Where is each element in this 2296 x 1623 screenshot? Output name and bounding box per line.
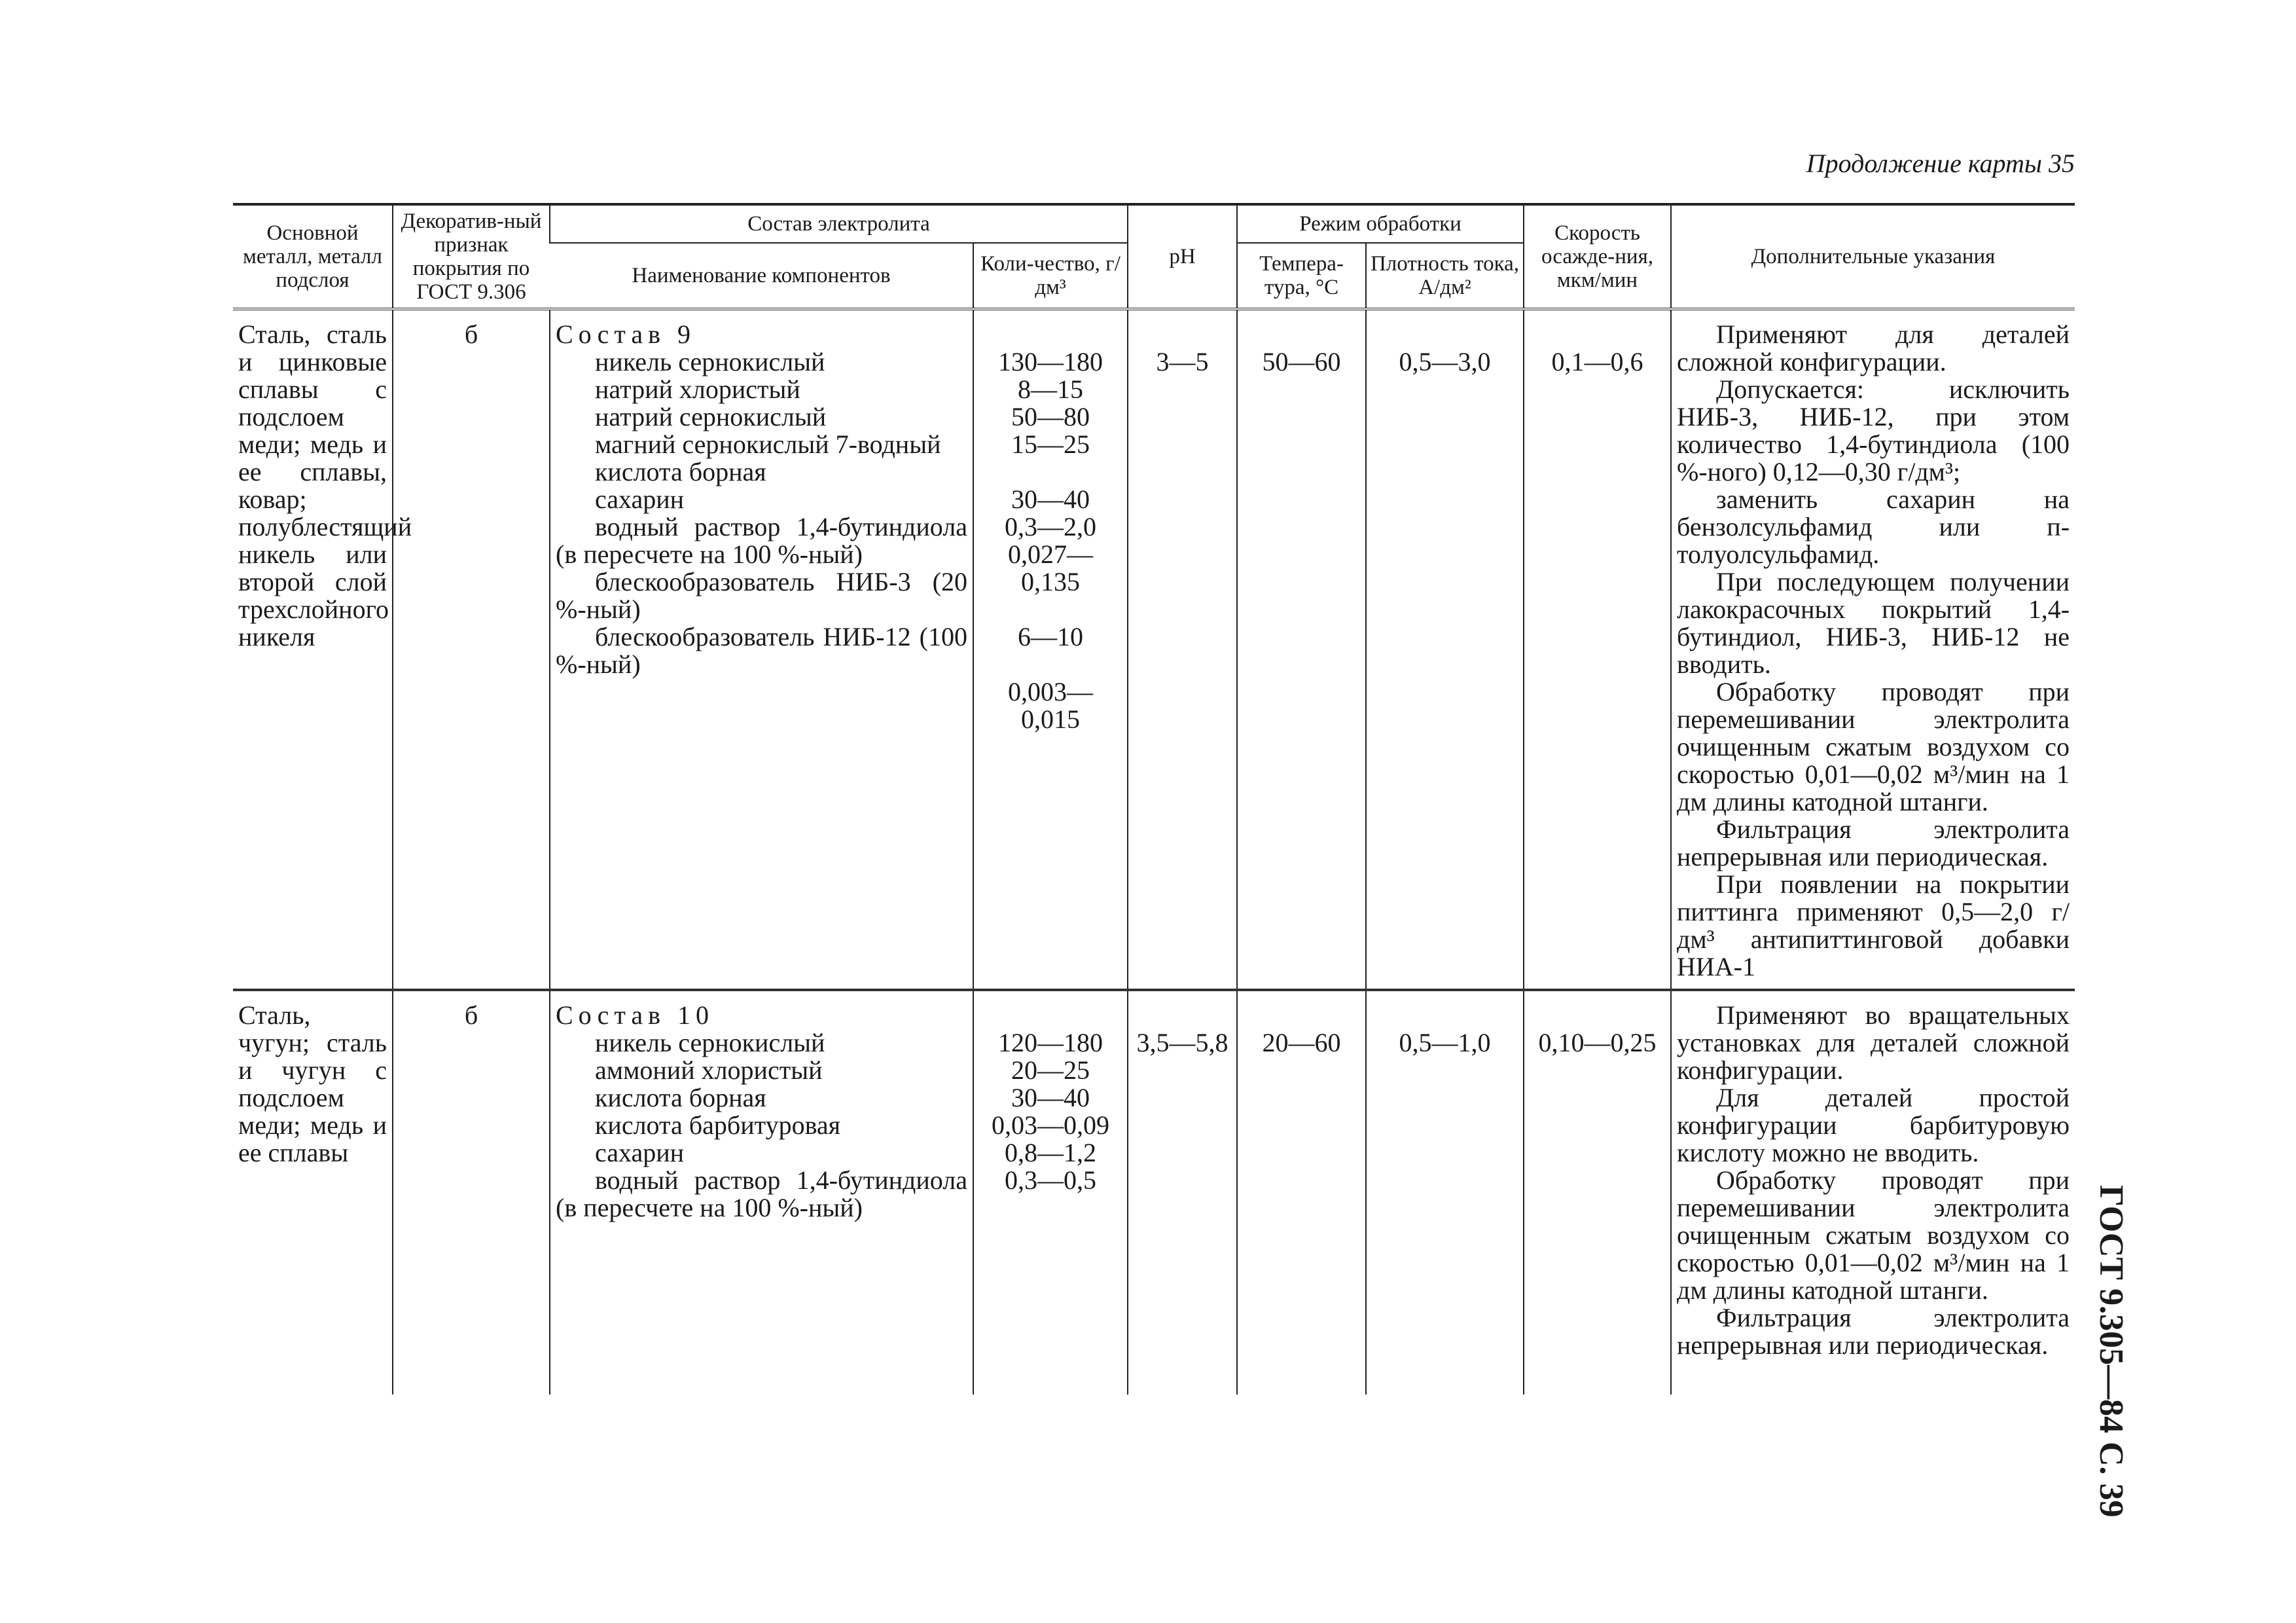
- component-qty: 0,3—0,5: [1005, 1165, 1096, 1195]
- decorative-cell: б: [393, 309, 550, 990]
- header-temperature: Темпера-тура, °С: [1237, 243, 1366, 309]
- header-notes: Дополнительные указания: [1671, 204, 2075, 309]
- composition-title: Состав 10: [556, 1000, 715, 1030]
- component-name: кислота борная: [595, 457, 766, 486]
- component-qty: 15—25: [1011, 429, 1090, 459]
- ph-cell: [1128, 990, 1237, 1395]
- header-base-metal: Основной металл, металл подслоя: [233, 204, 393, 309]
- component-qty: 130—180: [998, 347, 1103, 376]
- base-metal-cell: Сталь, сталь и цинковые сплавы с подслоем меди; медь и ее сплавы, ковар; полублестящий никель или второй слой трехслойного никеля: [233, 309, 393, 990]
- decorative-cell: б: [393, 990, 550, 1395]
- note-paragraph: Применяют во вращательных установках для деталей сложной конфигурации.: [1677, 1000, 2070, 1085]
- ph-value: 3,5—5,8: [1136, 1028, 1229, 1057]
- note-paragraph: Фильтрация электролита непрерывная или периодическая.: [1677, 814, 2070, 871]
- electrolyte-table: [233, 203, 2075, 1395]
- density-cell: [1366, 990, 1524, 1395]
- component-qty: 6—10: [1018, 622, 1083, 651]
- rate-value: 0,10—0,25: [1538, 1028, 1657, 1057]
- temperature-cell: [1237, 990, 1366, 1395]
- component-name: магний сернокислый 7-водный: [595, 429, 941, 459]
- note-paragraph: Для деталей простой конфигурации барбитуровую кислоту можно не вводить.: [1677, 1083, 2070, 1167]
- component-qty: 8—15: [1018, 374, 1083, 404]
- quantities-cell: [973, 990, 1128, 1395]
- rate-value: 0,1—0,6: [1551, 347, 1643, 376]
- ph-cell: [1128, 309, 1237, 990]
- component-qty: 20—25: [1011, 1055, 1090, 1085]
- composition-title: Состав 9: [556, 319, 696, 349]
- component-name: водный раствор 1,4-бутиндиола (в пересчете на 100 %-ный): [556, 1165, 967, 1222]
- header-component-names: Наименование компонентов: [550, 243, 973, 309]
- rate-cell: [1524, 309, 1671, 990]
- component-name: блескообразователь НИБ-12 (100 %-ный): [556, 622, 967, 679]
- component-name: водный раствор 1,4-бутиндиола (в пересчете на 100 %-ный): [556, 512, 967, 569]
- component-name: никель сернокислый: [595, 347, 825, 376]
- note-paragraph: Применяют для деталей сложной конфигурации.: [1677, 319, 2070, 376]
- header-composition: Состав электролита: [550, 204, 1128, 243]
- component-name: натрий сернокислый: [595, 402, 827, 431]
- note-paragraph: При последующем получении лакокрасочных покрытий 1,4-бутиндиол, НИБ-3, НИБ-12 не вводить.: [1677, 567, 2070, 679]
- header-mode: Режим обработки: [1237, 204, 1524, 243]
- note-paragraph: Обработку проводят при перемешивании электролита очищенным сжатым воздухом со скоростью 0,01—0,02 м³/мин на 1 дм длины катодной штанги.: [1677, 1165, 2070, 1305]
- temperature-cell: [1237, 309, 1366, 990]
- component-name: блескообразователь НИБ-3 (20 %-ный): [556, 567, 967, 624]
- quantities-cell: [973, 309, 1128, 990]
- header-decorative: Декоратив-ный признак покрытия по ГОСТ 9.306: [393, 204, 550, 309]
- density-cell: [1366, 309, 1524, 990]
- component-qty: 50—80: [1011, 402, 1090, 431]
- component-qty: 30—40: [1011, 1083, 1090, 1112]
- component-name: аммоний хлористый: [595, 1055, 823, 1085]
- note-paragraph: заменить сахарин на бензолсульфамид или п-толуолсульфамид.: [1677, 484, 2070, 569]
- ph-value: 3—5: [1156, 347, 1209, 376]
- note-paragraph: Допускается: исключить НИБ-3, НИБ-12, при этом количество 1,4-бутиндиола (100 %-ного) 0,12—0,30 г/дм³;: [1677, 374, 2070, 486]
- density-value: 0,5—3,0: [1399, 347, 1491, 376]
- temperature-value: 20—60: [1262, 1028, 1341, 1057]
- temperature-value: 50—60: [1262, 347, 1341, 376]
- note-paragraph: Фильтрация электролита непрерывная или периодическая.: [1677, 1303, 2070, 1360]
- density-value: 0,5—1,0: [1399, 1028, 1491, 1057]
- component-qty: 0,8—1,2: [1005, 1138, 1096, 1167]
- header-rate: Скорость осажде-ния, мкм/мин: [1524, 204, 1671, 309]
- table-row: [233, 309, 2075, 990]
- component-name: никель сернокислый: [595, 1028, 825, 1057]
- rate-cell: [1524, 990, 1671, 1395]
- component-name: кислота борная: [595, 1083, 766, 1112]
- table-row: [233, 990, 2075, 1395]
- components-cell: [550, 990, 973, 1395]
- component-qty: 0,03—0,09: [992, 1110, 1109, 1140]
- component-qty: 0,3—2,0: [1005, 512, 1096, 541]
- header-ph: pH: [1128, 204, 1237, 309]
- component-name: кислота барбитуровая: [595, 1110, 841, 1140]
- component-name: натрий хлористый: [595, 374, 800, 404]
- base-metal-cell: Сталь, чугун; сталь и чугун с подслоем меди; медь и ее сплавы: [238, 1000, 387, 1167]
- component-qty: 120—180: [998, 1028, 1103, 1057]
- note-paragraph: Обработку проводят при перемешивании электролита очищенным сжатым воздухом со скоростью 0,01—0,02 м³/мин на 1 дм длины катодной штанги.: [1677, 677, 2070, 816]
- page-footer: ГОСТ 9.305—84 С. 39: [2092, 1185, 2130, 1518]
- notes-cell: [1671, 990, 2075, 1395]
- component-qty: 30—40: [1011, 484, 1090, 514]
- notes-cell: [1671, 309, 2075, 990]
- component-qty: 0,027—0,135: [1008, 539, 1093, 596]
- note-paragraph: При появлении на покрытии питтинга применяют 0,5—2,0 г/дм³ антипиттинговой добавки НИА-1: [1677, 869, 2070, 981]
- component-name: сахарин: [595, 1138, 685, 1167]
- component-qty: 0,003—0,015: [1008, 677, 1093, 734]
- header-density: Плотность тока, А/дм²: [1366, 243, 1524, 309]
- component-name: сахарин: [595, 484, 685, 514]
- continuation-header: Продолжение карты 35: [1806, 149, 2075, 178]
- components-cell: [550, 309, 973, 990]
- header-quantity: Коли-чество, г/дм³: [973, 243, 1128, 309]
